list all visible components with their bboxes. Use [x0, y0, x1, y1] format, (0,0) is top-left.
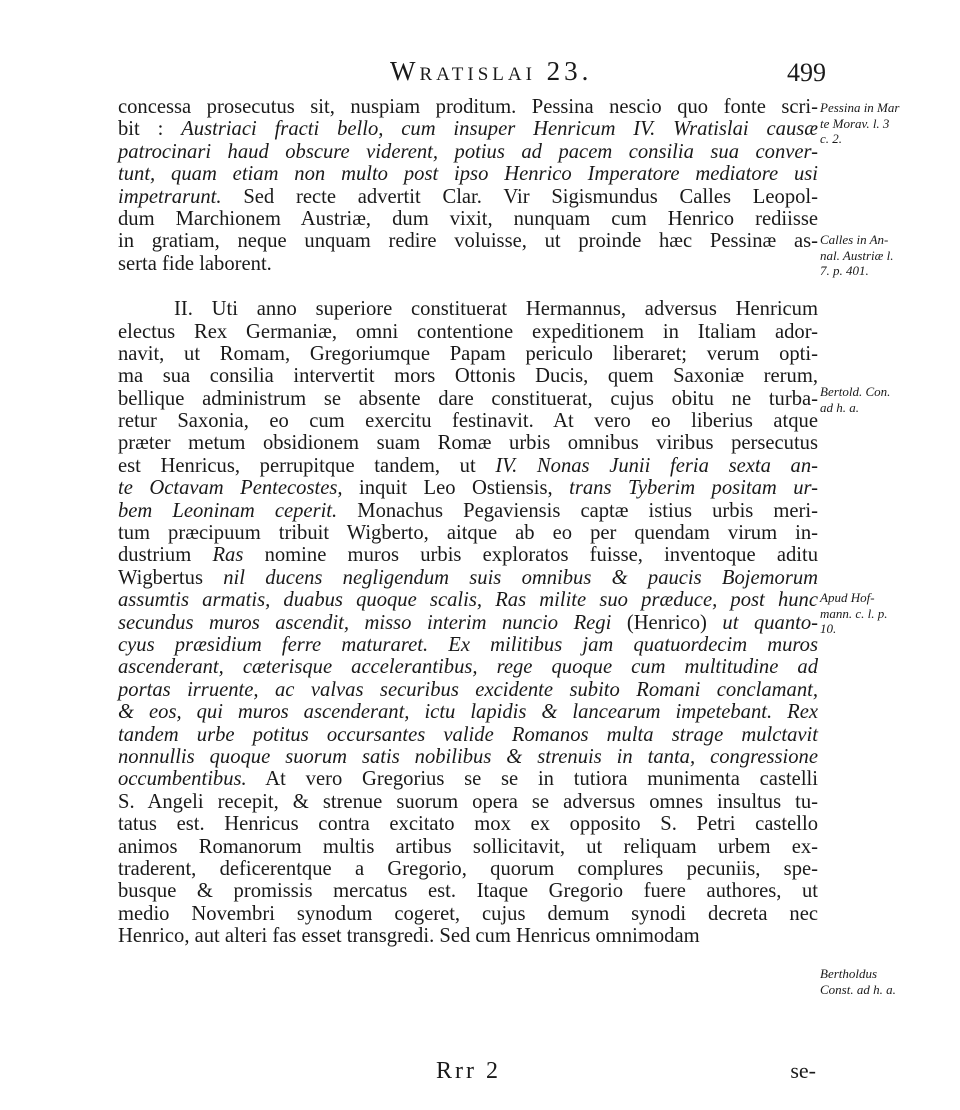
text-line — [118, 880, 818, 902]
italic-text-run: tunt, quam etiam non multo post ipso Henrico Imperatore mediatore usi — [118, 163, 818, 186]
margin-note-line: Const. ad h. a. — [820, 981, 896, 997]
text-line — [118, 544, 818, 566]
italic-text-run: Austriaci fracti bello, cum insuper Henricum IV. Wratislai causæ — [181, 118, 818, 141]
text-line — [118, 230, 818, 252]
text-line — [118, 298, 818, 320]
italic-text-run: cyus præsidium ferre maturaret. Ex militibus jam quatuordecim muros — [118, 633, 818, 656]
text-run: retur Saxonia, eo cum exercitu festinavit. At vero eo liberius atque — [118, 410, 818, 433]
margin-note-line: Pessina in Mar — [820, 100, 900, 115]
text-line — [118, 634, 818, 656]
text-line — [118, 836, 818, 858]
paragraph-2 — [118, 298, 818, 947]
text-line — [118, 768, 818, 790]
page-header — [118, 56, 828, 92]
text-run: tatus est. Henricus contra excitato mox ex opposito S. Petri castello — [118, 813, 818, 836]
text-line — [118, 679, 818, 701]
text-run: concessa prosecutus sit, nuspiam proditum. Pessina nescio quo fonte scri- — [118, 96, 818, 118]
italic-text-run: occumbentibus. — [118, 768, 247, 791]
text-line — [118, 858, 818, 880]
text-run: (Henrico) — [611, 611, 723, 634]
text-run: bellique administrum se absente dare constituerat, cujus obitu ne turba- — [118, 387, 818, 410]
margin-note-line: 10. — [820, 621, 837, 636]
margin-note-line: te Morav. l. 3 — [820, 115, 890, 131]
margin-note-line: Apud Hof- — [820, 590, 875, 605]
text-run: S. Angeli recepit, & strenue suorum opera se adversus omnes insultus tu- — [118, 790, 818, 813]
text-line — [118, 388, 818, 410]
text-run: serta fide laborent. — [118, 252, 272, 275]
text-run: traderent, deficerentque a Gregorio, quorum complures pecuniis, spe- — [118, 857, 818, 880]
italic-text-run: Ras — [212, 544, 244, 567]
text-line — [118, 208, 818, 230]
text-line — [118, 321, 818, 343]
text-line — [118, 500, 818, 522]
text-line — [118, 455, 818, 477]
margin-note-line: ad h. a. — [820, 399, 859, 415]
text-line — [118, 746, 818, 768]
margin-note-2 — [820, 232, 960, 279]
text-line — [118, 522, 818, 544]
text-run: nomine muros urbis exploratos fuisse, inventoque aditu — [243, 544, 818, 567]
italic-text-run: trans Tyberim positam ur- — [569, 477, 818, 500]
margin-note-1 — [820, 100, 960, 147]
text-run: præter metum obsidionem suam Romæ urbis omnibus viribus persecutus — [118, 432, 818, 455]
italic-text-run: impetrarunt. — [118, 185, 222, 208]
text-run: inquit Leo Ostiensis, — [342, 477, 570, 500]
text-run: ma sua consilia intervertit mors Ottonis Ducis, quem Saxoniæ rerum, — [118, 365, 818, 388]
text-run: busque & promissis mercatus est. Itaque Gregorio fuere authores, ut — [118, 880, 818, 903]
margin-note-line: c. 2. — [820, 131, 843, 146]
italic-text-run: patrocinari haud obscure viderent, potius ad pacem consilia sua conver- — [118, 140, 818, 163]
text-line — [118, 567, 818, 589]
text-line — [118, 96, 818, 118]
italic-text-run: secundus muros ascendit, misso interim nuncio Regi — [118, 611, 612, 634]
margin-note-line: nal. Austriæ l. — [820, 247, 894, 263]
text-line — [118, 410, 818, 432]
text-run: Monachus Pegaviensis captæ istius urbis meri- — [337, 499, 818, 522]
paragraph-1 — [118, 96, 818, 275]
italic-text-run: tandem urbe potitus occursantes valide Romanos multa strage mulctavit — [118, 723, 818, 746]
text-line — [118, 724, 818, 746]
running-head: Wratislai 23. — [390, 56, 593, 86]
margin-note-line: Bertholdus — [820, 966, 878, 981]
signature-mark: Rrr 2 — [436, 1058, 501, 1084]
text-run: Sed recte advertit Clar. Vir Sigismundus Calles Leopol- — [221, 185, 818, 208]
italic-text-run: nonnullis quoque suorum satis nobilibus & strenuis in tanta, congressione — [118, 745, 818, 768]
page-footer — [118, 1058, 818, 1088]
italic-text-run: ut quanto- — [722, 611, 819, 634]
text-line — [118, 903, 818, 925]
text-line — [118, 141, 818, 163]
text-run: navit, ut Romam, Gregoriumque Papam periculo liberaret; verum opti- — [118, 342, 818, 365]
text-run: At vero Gregorius se se in tutiora munimenta castelli — [246, 768, 818, 791]
margin-note-line: mann. c. l. p. — [820, 605, 888, 621]
text-line — [118, 589, 818, 611]
margin-note-5 — [820, 966, 960, 997]
italic-text-run: ascenderant, cæterisque accelerantibus, rege quoque cum multitudine ad — [118, 656, 818, 679]
text-line — [118, 656, 818, 678]
text-line — [118, 432, 818, 454]
italic-text-run: & eos, qui muros ascenderant, ictu lapidis & lancearum impetebant. Rex — [118, 701, 818, 724]
margin-note-3 — [820, 384, 960, 415]
text-line — [118, 186, 818, 208]
text-line — [118, 701, 818, 723]
italic-text-run: bem Leoninam ceperit. — [118, 499, 338, 522]
text-line — [118, 477, 818, 499]
text-run: Wigbertus — [118, 566, 224, 589]
margin-note-line: Calles in An- — [820, 232, 889, 247]
italic-text-run: IV. Nonas Junii feria sexta an- — [495, 454, 818, 477]
text-line — [118, 925, 818, 947]
text-run: Henrico, aut alteri fas esset transgredi. Sed cum Henricus omnimodam — [118, 925, 700, 948]
text-run: tum præcipuum tribuit Wigberto, aitque ab eo per quendam virum in- — [118, 522, 818, 545]
text-run: dum Marchionem Austriæ, dum vixit, nunquam cum Henrico rediisse — [118, 207, 818, 230]
italic-text-run: portas irruente, ac valvas securibus excidente subito Romani conclamant, — [118, 678, 818, 701]
text-run: medio Novembri synodum cogeret, cujus demum synodi decreta nec — [118, 902, 818, 925]
text-line — [118, 365, 818, 387]
margin-note-4 — [820, 590, 960, 637]
text-run: II. Uti anno superiore constituerat Hermannus, adversus Henricum — [174, 298, 818, 321]
italic-text-run: nil ducens negligendum suis omnibus & paucis Bojemorum — [223, 566, 819, 589]
text-line — [118, 343, 818, 365]
text-line — [118, 163, 818, 185]
text-run: dustrium — [118, 544, 213, 567]
body-text — [118, 96, 818, 947]
text-line — [118, 253, 818, 275]
paragraph-gap — [118, 275, 818, 298]
text-line — [118, 813, 818, 835]
text-run: animos Romanorum multis artibus sollicitavit, ut reliquam urbem ex- — [118, 835, 818, 858]
catchword: se- — [790, 1058, 816, 1083]
margin-note-line: 7. p. 401. — [820, 263, 869, 278]
text-line — [118, 791, 818, 813]
italic-text-run: assumtis armatis, duabus quoque scalis, Ras milite suo præduce, post hunc — [118, 589, 818, 612]
text-line — [118, 118, 818, 140]
text-run: electus Rex Germaniæ, omni contentione expeditionem in Italiam ador- — [118, 320, 818, 343]
italic-text-run: te Octavam Pentecostes, — [118, 477, 343, 500]
page-number: 499 — [787, 58, 826, 87]
text-line — [118, 612, 818, 634]
text-run: in gratiam, neque unquam redire voluisse, ut proinde hæc Pessinæ as- — [118, 230, 818, 253]
text-run: est Henricus, perrupitque tandem, ut — [118, 454, 496, 477]
margin-note-line: Bertold. Con. — [820, 384, 891, 399]
text-run: bit : — [118, 118, 182, 141]
